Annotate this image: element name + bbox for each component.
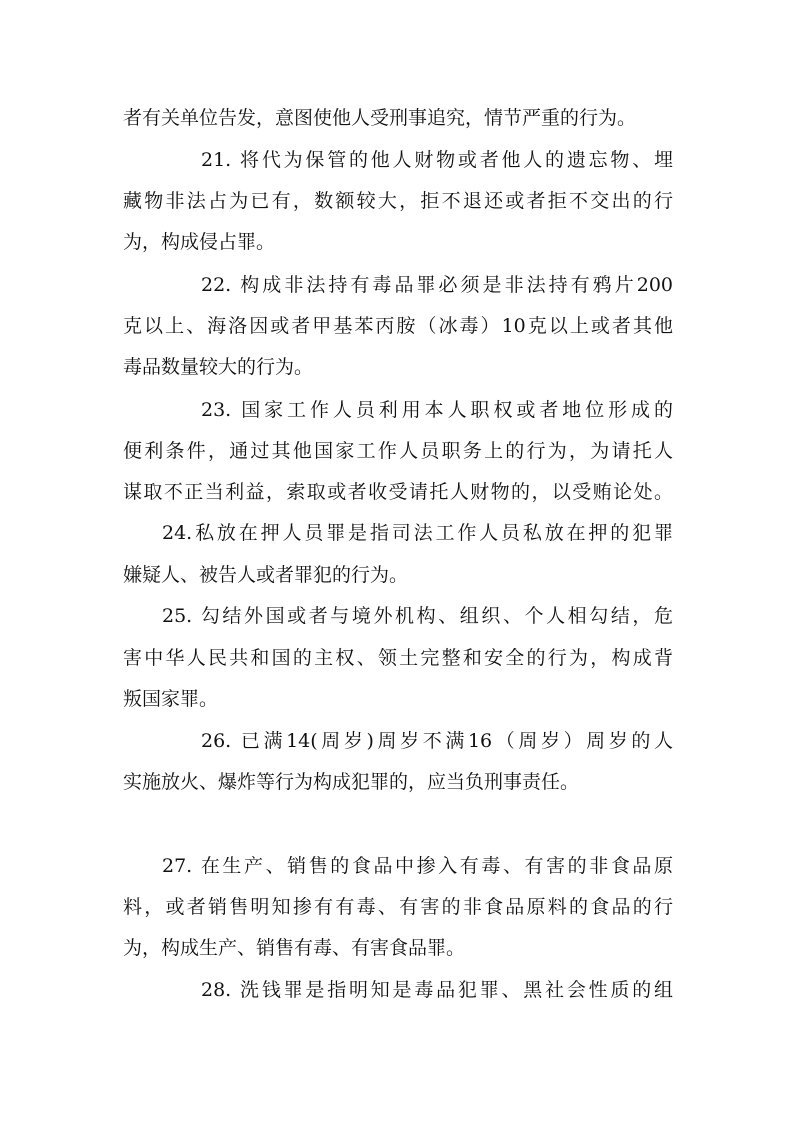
item-25-line: 25. 勾结外国或者与境外机构、组织、个人相勾结，危 (162, 605, 673, 627)
item-23-line: 23. 国家工作人员利用本人职权或者地位形成的 (201, 399, 673, 421)
item-27-line: 27. 在生产、销售的食品中掺入有毒、有害的非食品原 (162, 855, 673, 877)
item-28-line: 28. 洗钱罪是指明知是毒品犯罪、黑社会性质的组 (201, 979, 673, 1001)
text-line: 为，构成生产、销售有毒、有害食品罪。 (123, 937, 466, 959)
item-22-line: 22. 构成非法持有毒品罪必须是非法持有鸦片200 (201, 274, 673, 296)
text-line: 害中华人民共和国的主权、领土完整和安全的行为，构成背 (123, 647, 673, 669)
text-line: 叛国家罪。 (123, 688, 219, 710)
text-line: 实施放火、爆炸等行为构成犯罪的，应当负刑事责任。 (123, 771, 580, 793)
item-26-line: 26. 已满14(周岁)周岁不满16（周岁）周岁的人 (201, 730, 673, 752)
text-line: 便利条件，通过其他国家工作人员职务上的行为，为请托人 (123, 440, 673, 462)
text-line: 克以上、海洛因或者甲基苯丙胺（冰毒）10克以上或者其他 (123, 315, 673, 337)
item-24-line: 24.私放在押人员罪是指司法工作人员私放在押的犯罪 (162, 522, 673, 544)
text-line: 为，构成侵占罪。 (123, 231, 276, 253)
text-line: 嫌疑人、被告人或者罪犯的行为。 (123, 564, 409, 586)
text-line: 谋取不正当利益，索取或者收受请托人财物的，以受贿论处。 (123, 481, 673, 503)
text-line: 料，或者销售明知掺有有毒、有害的非食品原料的食品的行 (123, 896, 673, 918)
text-line: 藏物非法占为已有，数额较大，拒不退还或者拒不交出的行 (123, 190, 673, 212)
text-line: 者有关单位告发，意图使他人受刑事追究，情节严重的行为。 (123, 107, 637, 129)
text-line: 毒品数量较大的行为。 (123, 356, 314, 378)
item-21-line: 21. 将代为保管的他人财物或者他人的遗忘物、埋 (201, 149, 673, 171)
